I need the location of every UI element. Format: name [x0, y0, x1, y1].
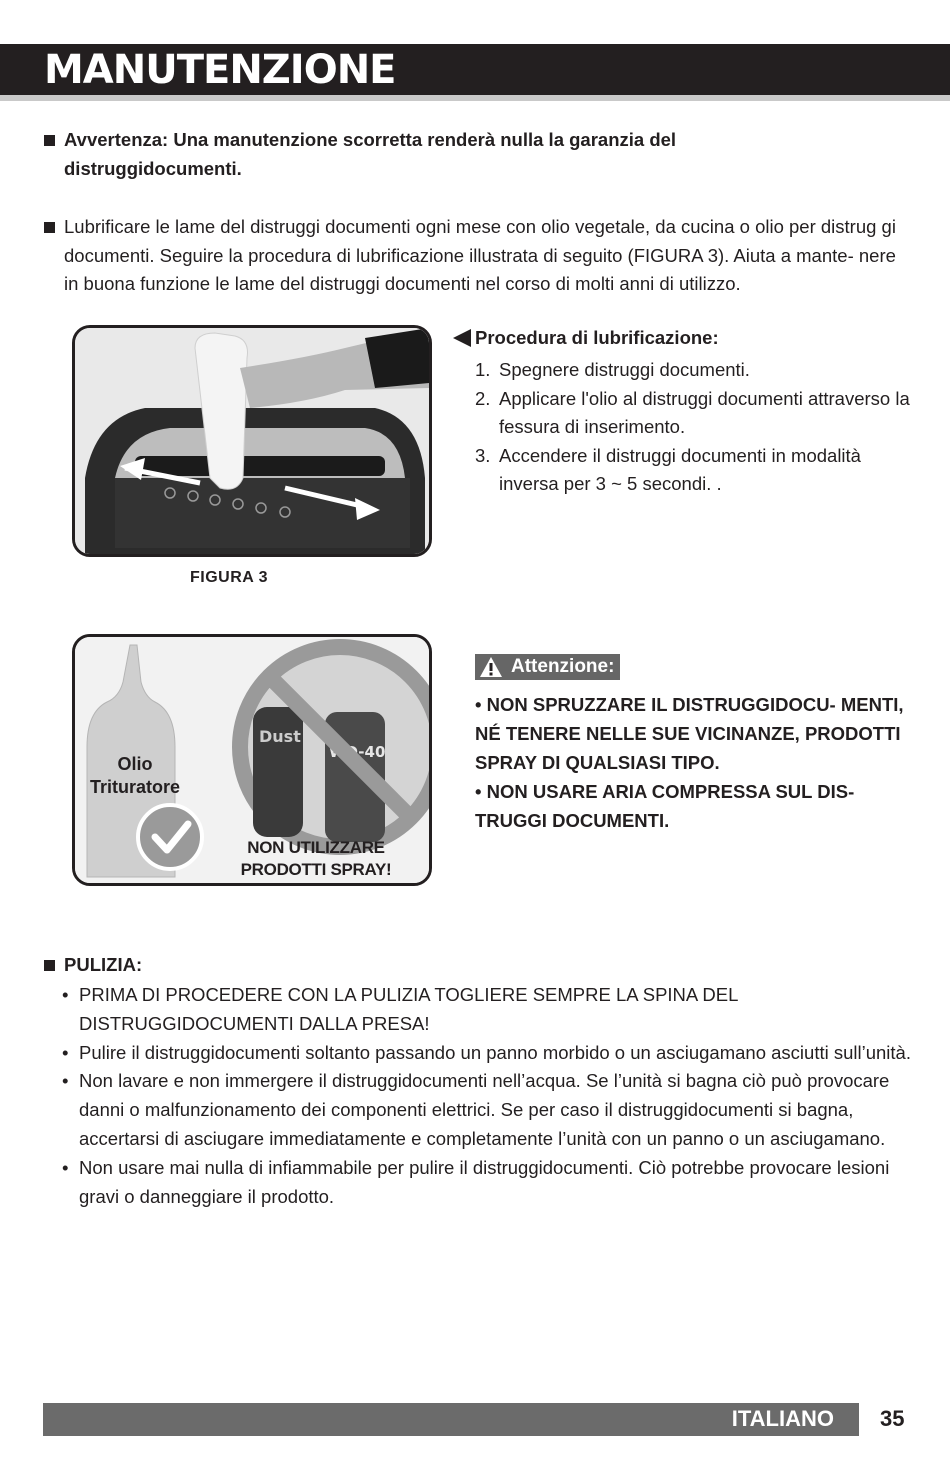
- figure-3-image: [72, 325, 432, 557]
- attention-badge-label: Attenzione:: [511, 656, 615, 677]
- square-bullet-icon: [44, 135, 55, 146]
- shredder-oil-bottle-image: [75, 328, 429, 554]
- list-item-text: Non lavare e non immergere il distruggidocumenti nell’acqua. Se l’unità si bagna ciò può provocare danni o malfunzionamento dei componenti elettrici. Se per caso il distruggidocumenti si bagna, accertarsi di asciugare immediatamente e completamente l’unità con un panno o un asciugamano.: [79, 1070, 890, 1149]
- procedure-steps: [475, 356, 915, 499]
- figure-3-caption: FIGURA 3: [190, 569, 269, 586]
- no-spray-image: [72, 634, 432, 886]
- list-item-text: Pulire il distruggidocumenti soltanto passando un panno morbido o un asciugamano asciutti sull’unità.: [79, 1041, 911, 1063]
- list-item: [475, 356, 915, 385]
- bullet-dot: •: [62, 1156, 69, 1178]
- list-item: [62, 1067, 912, 1153]
- cleaning-title: PULIZIA:: [64, 954, 143, 975]
- cleaning-list: [62, 981, 912, 1211]
- header-underline: [0, 95, 950, 101]
- list-item: [62, 1154, 912, 1212]
- step-text: Applicare l'olio al distruggi documenti attraverso la fessura di inserimento.: [499, 387, 910, 438]
- step-text: Spegnere distruggi documenti.: [499, 359, 750, 380]
- list-item: [475, 385, 915, 442]
- warning-icon: [479, 656, 503, 678]
- procedure-title-text: Procedura di lubrificazione:: [475, 327, 719, 348]
- step-number: 3.: [475, 444, 491, 466]
- oil-label: Olio Trituratore: [89, 754, 181, 797]
- footer-language: ITALIANO: [731, 1406, 834, 1431]
- bullet-dot: •: [62, 1041, 69, 1063]
- bullet-dot: •: [62, 1070, 69, 1092]
- no-spray-label: NON UTILIZZARE PRODOTTI SPRAY!: [240, 838, 392, 879]
- square-bullet-icon: [44, 960, 55, 971]
- list-item: [475, 442, 915, 499]
- list-item-text: Non usare mai nulla di infiammabile per pulire il distruggidocumenti. Ciò potrebbe provocare lesioni gravi o danneggiare il prodotto.: [79, 1156, 890, 1207]
- wd40-can-label: WD-40: [329, 743, 386, 761]
- list-item: • NON USARE ARIA COMPRESSA SUL DIS- TRUGGI DOCUMENTI.: [475, 781, 855, 831]
- list-item: [62, 981, 912, 1039]
- list-item: • NON SPRUZZARE IL DISTRUGGIDOCU- MENTI, NÉ TENERE NELLE SUE VICINANZE, PRODOTTI SPRAY DI QUALSIASI TIPO.: [475, 694, 904, 773]
- lubrication-intro: Lubrificare le lame del distruggi documenti ogni mese con olio vegetale, da cucina o olio per distrug gi documenti. Seguire la procedura di lubrificazione illustrata di seguito (FIGURA 3). Aiuta a mante- nere in buona funzione le lame del distruggi documenti nel corso di molti anni di utilizzo.: [64, 216, 896, 295]
- step-number: 1.: [475, 359, 491, 380]
- square-bullet-icon: [44, 222, 55, 233]
- step-text: Accendere il distruggi documenti in modalità inversa per 3 ~ 5 secondi. .: [499, 444, 861, 495]
- attention-badge: [475, 654, 620, 680]
- procedure-title: [453, 327, 719, 349]
- list-item-text: PRIMA DI PROCEDERE CON LA PULIZIA TOGLIERE SEMPRE LA SPINA DEL DISTRUGGIDOCUMENTI DALLA PRESA!: [79, 984, 738, 1034]
- triangle-left-icon: [453, 329, 471, 347]
- warranty-warning: Avvertenza: Una manutenzione scorretta renderà nulla la garanzia del distruggidocumenti.: [64, 129, 677, 179]
- dust-can-label: Dust: [259, 727, 301, 746]
- attention-list: [475, 690, 905, 835]
- page-number: 35: [880, 1406, 905, 1431]
- page-title: MANUTENZIONE: [44, 47, 396, 93]
- bullet-dot: •: [62, 984, 69, 1005]
- step-number: 2.: [475, 387, 491, 409]
- list-item: [62, 1039, 912, 1068]
